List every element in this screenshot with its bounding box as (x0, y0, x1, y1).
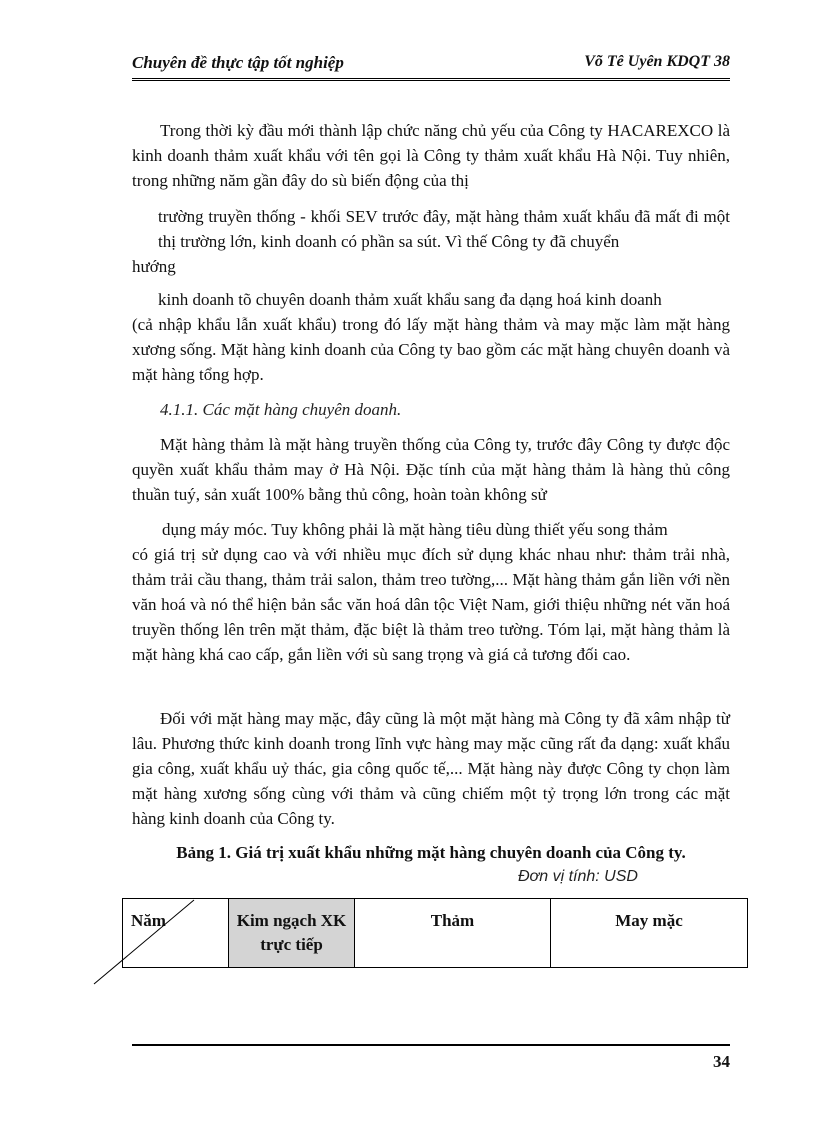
paragraph-garment: Đối với mặt hàng may mặc, đây cũng là một mặt hàng mà Công ty đã xâm nhập từ lâu. Phương thức kinh doanh trong lĩnh vực hàng may mặc cũng rất đa dạng: xuất khẩu gia công, xuất khẩu uỷ thác, gia công quốc tế,... Mặt hàng này được Công ty chọn làm mặt hàng xương sống cùng với thảm và cũng chiếm một tỷ trọng lớn trong các mặt hàng kinh doanh của Công ty. (132, 709, 730, 828)
paragraph-diversify-line1: kinh doanh tõ chuyên doanh thảm xuất khẩu sang đa dạng hoá kinh doanh (158, 290, 662, 309)
page-footer (132, 1044, 730, 1071)
paragraph-market-end: hướng (132, 257, 176, 276)
author-info: Võ Tê Uyên KDQT 38 (584, 53, 730, 70)
paragraph-intro: Trong thời kỳ đầu mới thành lập chức năng chủ yếu của Công ty HACAREXCO là kinh doanh thảm xuất khẩu với tên gọi là Công ty thảm xuất khẩu Hà Nội. Tuy nhiên, trong những năm gần đây do sù biến động của thị (132, 121, 730, 190)
paragraph-market: trường truyền thống - khối SEV trước đây, mặt hàng thảm xuất khẩu đã mất đi một thị trường lớn, kinh doanh có phần sa sút. Vì thế Công ty đã chuyển (158, 207, 730, 251)
page-header (132, 50, 730, 81)
table-diagonal-line (92, 898, 202, 988)
table-header-garment: May mặc (615, 911, 683, 930)
table-caption: Bảng 1. Giá trị xuất khẩu những mặt hàng chuyên doanh của Công ty. (176, 843, 686, 862)
table-header-year: Năm (123, 899, 229, 967)
table-header-direct-export: Kim ngạch XK trực tiếp (229, 899, 355, 967)
section-heading: 4.1.1. Các mặt hàng chuyên doanh. (160, 400, 402, 419)
paragraph-carpet-cont-line1: dụng máy móc. Tuy không phải là mặt hàng tiêu dùng thiết yếu song thảm (162, 520, 668, 539)
table-unit: Đơn vị tính: USD (518, 868, 638, 885)
paragraph-carpet-cont: có giá trị sử dụng cao và với nhiều mục đích sử dụng khác nhau như: thảm trải nhà, thảm trải cầu thang, thảm trải salon, thảm treo tường,... Mặt hàng thảm gắn liền với nền văn hoá và nó thể hiện bản sắc văn hoá dân tộc Việt Nam, giới thiệu những nét văn hoá truyền thống lên trên mặt thảm, đặc biệt là thảm treo tường. Tóm lại, mặt hàng thảm là mặt hàng khá cao cấp, gắn liền với sù sang trọng và giá cả tương đối cao. (132, 545, 730, 664)
export-value-table (122, 898, 748, 968)
paragraph-carpet: Mặt hàng thảm là mặt hàng truyền thống của Công ty, trước đây Công ty được độc quyền xuất khẩu thảm may ở Hà Nội. Đặc tính của mặt hàng thảm là hàng thủ công thuần tuý, sản xuất 100% bằng thủ công, hoàn toàn không sử (132, 435, 730, 504)
page-number: 34 (713, 1052, 730, 1071)
document-title: Chuyên đề thực tập tốt nghiệp (132, 53, 344, 72)
paragraph-diversify: (cả nhập khẩu lẫn xuất khẩu) trong đó lấy mặt hàng thảm và may mặc làm mặt hàng xương sống. Mặt hàng kinh doanh của Công ty bao gồm các mặt hàng chuyên doanh và mặt hàng tổng hợp. (132, 315, 730, 384)
table-header-carpet: Thảm (355, 899, 551, 967)
